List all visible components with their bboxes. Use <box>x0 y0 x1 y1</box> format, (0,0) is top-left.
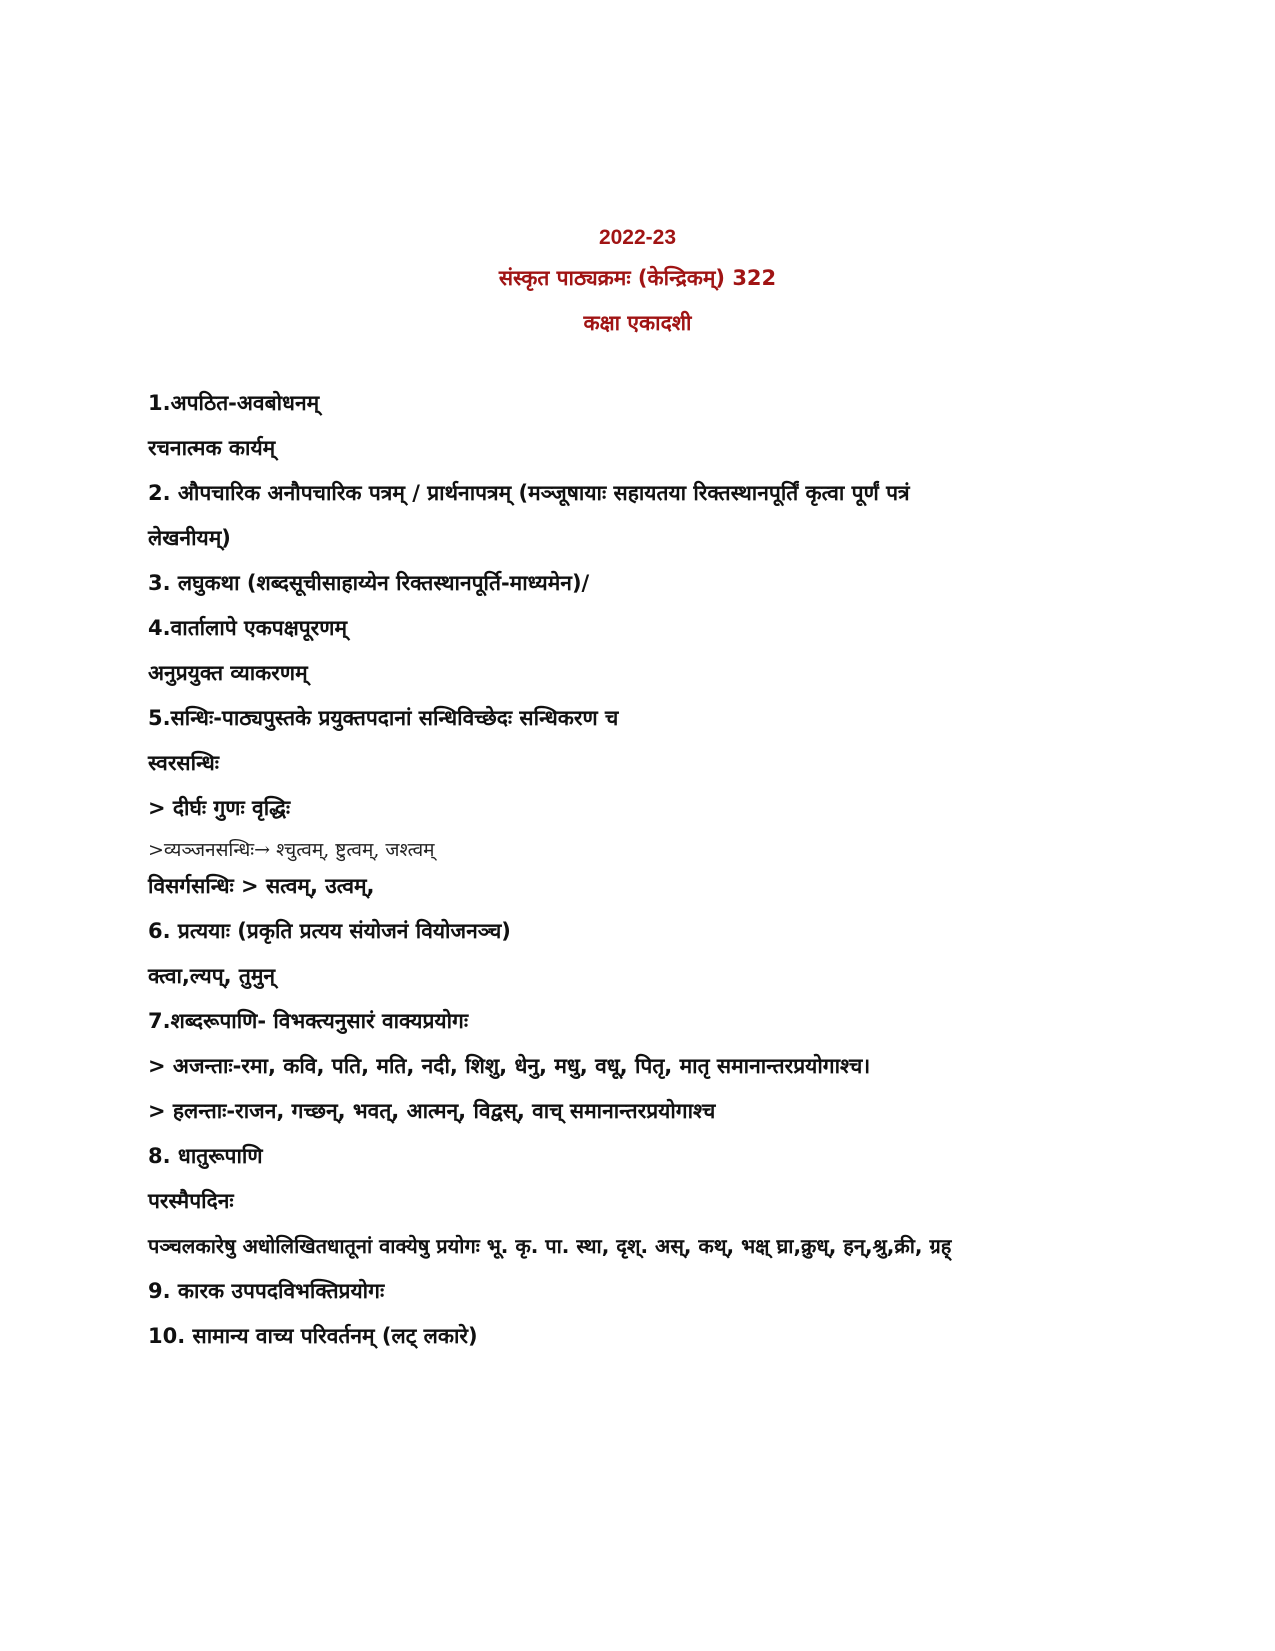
section-3-short-story: 3. लघुकथा (शब्दसूचीसाहाय्येन रिक्तस्थानपूर्ति-माध्यमेन)/ <box>148 571 590 595</box>
ajanta-words: > अजन्ताः-रमा, कवि, पति, मति, नदी, शिशु, धेनु, मधु, वधू, पितृ, मातृ समानान्तरप्रयोगाश्च। <box>148 1054 871 1078</box>
section-10-voice-change: 10. सामान्य वाच्य परिवर्तनम् (लट् लकारे) <box>148 1324 478 1348</box>
section-9-karaka: 9. कारक उपपदविभक्तिप्रयोगः <box>148 1279 385 1303</box>
heading-applied-grammar: अनुप्रयुक्त व्याकरणम् <box>148 661 308 685</box>
section-1-unseen-comprehension: 1.अपठित-अवबोधनम् <box>148 391 320 415</box>
section-2-letter-writing-cont: लेखनीयम्) <box>148 526 231 550</box>
section-4-dialogue: 4.वार्तालापे एकपक्षपूरणम् <box>148 616 348 640</box>
session-year: 2022-23 <box>598 226 677 249</box>
section-8-verb-forms: 8. धातुरूपाणि <box>148 1144 263 1168</box>
section-6-suffixes: 6. प्रत्ययाः (प्रकृति प्रत्यय संयोजनं वियोजनञ्च) <box>148 919 511 943</box>
suffix-list: क्त्वा,ल्यप्, तुमुन् <box>148 964 276 988</box>
parasmaipadi: परस्मैपदिनः <box>148 1189 234 1213</box>
section-7-word-forms: 7.शब्दरूपाणि- विभक्त्यनुसारं वाक्यप्रयोगः <box>148 1009 469 1033</box>
class-title: कक्षा एकादशी <box>583 311 692 335</box>
swara-sandhi: स्वरसन्धिः <box>148 751 220 775</box>
halanta-words: > हलन्ताः-राजन, गच्छन्, भवत्, आत्मन्, विद्वस्, वाच् समानान्तरप्रयोगाश्च <box>148 1099 716 1123</box>
section-2-letter-writing: 2. औपचारिक अनौपचारिक पत्रम् / प्रार्थनापत्रम् (मञ्जूषायाः सहायतया रिक्तस्थानपूर्तिं कृत्वा पूर्णं पत्रं <box>148 481 910 505</box>
vyanjana-sandhi: >व्यञ्जनसन्धिः→ श्चुत्वम्, ष्टुत्वम्, जश्त्वम् <box>148 839 435 861</box>
section-5-sandhi: 5.सन्धिः-पाठ्यपुस्तके प्रयुक्तपदानां सन्धिविच्छेदः सन्धिकरण च <box>148 706 619 730</box>
heading-creative-work: रचनात्मक कार्यम् <box>148 436 276 460</box>
verb-roots-list: पञ्चलकारेषु अधोलिखितधातूनां वाक्येषु प्रयोगः भू. कृ. पा. स्था, दृश्. अस्, कथ्, भक्ष् घ्रा,क्रुध्, हन्,श्रु,क्री, ग्रह् <box>148 1234 952 1258</box>
swara-sandhi-types: > दीर्घः गुणः वृद्धिः <box>148 796 291 820</box>
syllabus-title: संस्कृत पाठ्यक्रमः (केन्द्रिकम्) 322 <box>498 266 777 290</box>
visarga-sandhi: विसर्गसन्धिः > सत्वम्, उत्वम्, <box>148 874 375 898</box>
